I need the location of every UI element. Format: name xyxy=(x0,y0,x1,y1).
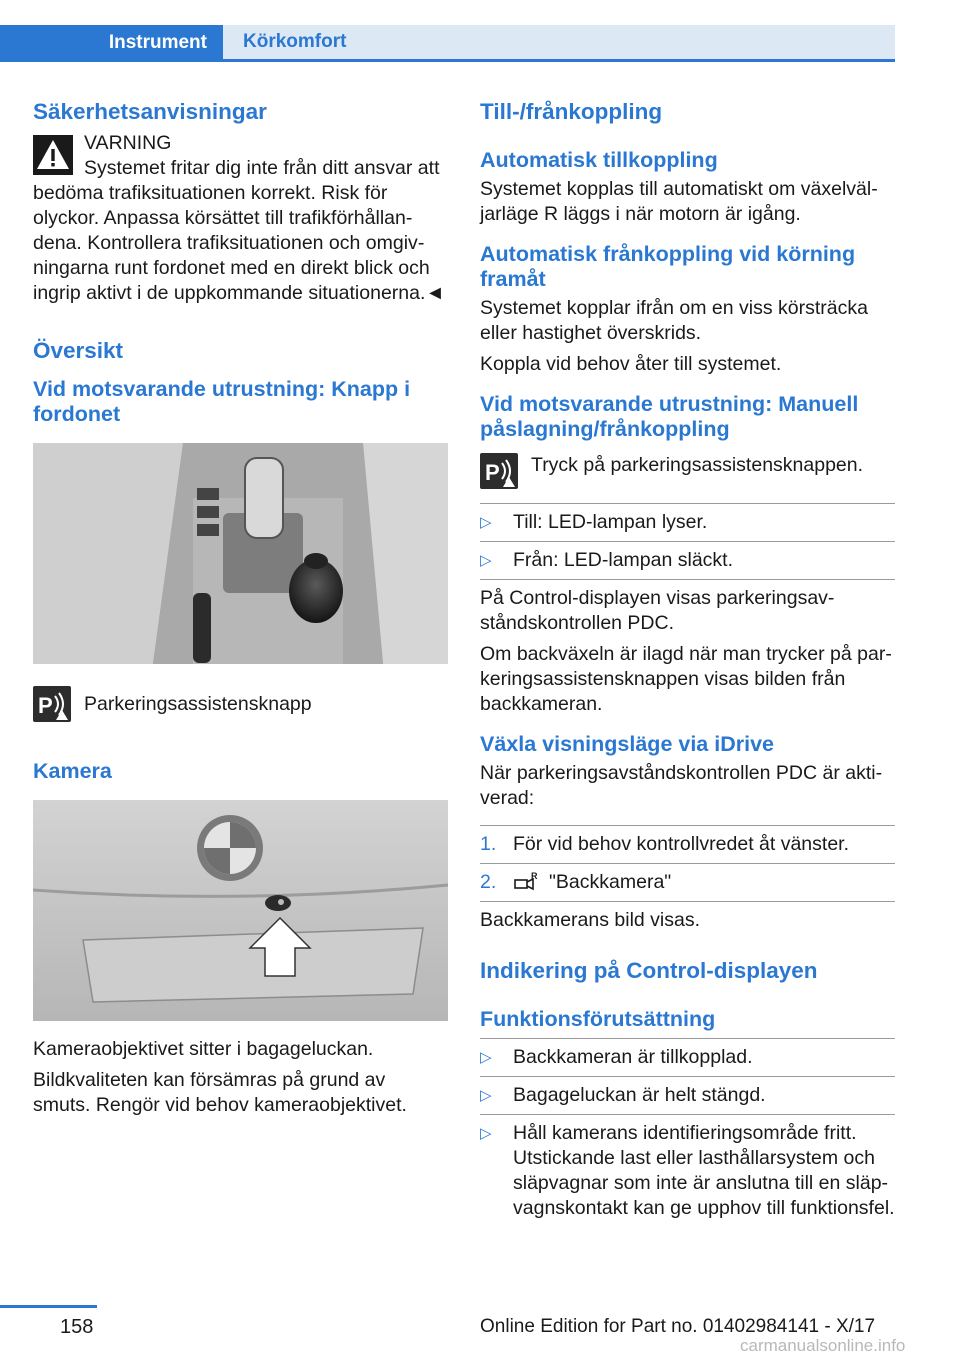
parking-button-label: Parkeringsassistensknapp xyxy=(84,692,312,715)
list-item xyxy=(480,510,895,535)
left-column xyxy=(33,98,448,1118)
step-number: 1. xyxy=(480,833,497,855)
camera-location-text: Kameraobjektivet sitter i bagageluckan. xyxy=(33,1038,374,1060)
center-console-illustration xyxy=(33,443,448,664)
svg-text:P: P xyxy=(38,693,53,718)
camera-quality-text: Bildkvaliteten kan försämras på grund av smuts. Rengör vid behov kameraobjektivet. xyxy=(33,1069,407,1116)
list-item-text: Till: LED-lampan lyser. xyxy=(513,511,708,533)
divider xyxy=(480,1038,895,1039)
divider xyxy=(480,1076,895,1077)
prereq-heading: Funktionsförutsättning xyxy=(480,1007,716,1031)
auto-off-heading: Automatisk frånkoppling vid körning framåt xyxy=(480,242,856,291)
auto-off-text-1: Systemet kopplar ifrån om en viss körsträcka eller hastighet överskrids. xyxy=(480,297,868,344)
divider xyxy=(480,503,895,504)
warning-block xyxy=(33,131,448,306)
header-rule xyxy=(0,59,895,62)
parking-assist-icon xyxy=(33,686,71,722)
bullet-marker: ▷ xyxy=(480,1125,492,1142)
idrive-heading: Växla visningsläge via iDrive xyxy=(480,732,774,756)
divider xyxy=(480,579,895,580)
warning-line-1: Systemet fritar dig inte från ditt ansvar att xyxy=(84,157,440,179)
camera-image-text: Backkamerans bild visas. xyxy=(480,909,701,931)
button-heading: Vid motsvarande utrustning: Knapp i fordonet xyxy=(33,377,411,426)
header-tabs xyxy=(0,0,895,62)
page-number: 158 xyxy=(60,1316,94,1338)
overview-heading: Översikt xyxy=(33,338,124,363)
bullet-marker: ▷ xyxy=(480,514,492,531)
list-item xyxy=(480,548,895,573)
divider xyxy=(480,1114,895,1115)
list-item-text: Bagageluckan är helt stängd. xyxy=(513,1084,766,1106)
rear-camera-image xyxy=(33,800,448,1021)
edition-text: Online Edition for Part no. 01402984141 - X/17 xyxy=(480,1316,876,1337)
manual-press-text: Tryck på parkeringsassistensknappen. xyxy=(531,454,864,476)
bullet-marker: ▷ xyxy=(480,552,492,569)
rear-camera-icon xyxy=(513,870,541,895)
divider xyxy=(480,825,895,826)
step-item xyxy=(480,870,895,895)
auto-on-text: Systemet kopplas till automatiskt om växelväljarläge R läggs i när motorn är igång. xyxy=(480,178,878,225)
manual-heading: Vid motsvarande utrustning: Manuell påslagning/frånkoppling xyxy=(480,392,859,441)
divider xyxy=(480,541,895,542)
list-item xyxy=(480,1121,895,1221)
step-item xyxy=(480,832,895,857)
bullet-marker: ▷ xyxy=(480,1087,492,1104)
footer-rule xyxy=(0,1305,97,1308)
auto-on-heading: Automatisk tillkoppling xyxy=(480,148,718,172)
reverse-text: Om backväxeln är ilagd när man trycker på parkeringsassistensknappen visas bilden från backkameran. xyxy=(480,643,892,715)
parking-assist-icon xyxy=(480,453,518,489)
list-item-text: Håll kamerans identifieringsområde fritt. Utstickande last eller lasthållarsystem och släpvagnar som inte är anslutna till en släpvagnskontakt kan ge upphov till funktionsfel. xyxy=(513,1122,895,1219)
right-column xyxy=(480,98,895,1221)
watermark: carmanualsonline.info xyxy=(740,1336,906,1355)
svg-text:P: P xyxy=(485,460,500,485)
step-text: "Backkamera" xyxy=(549,871,672,893)
list-item-text: Från: LED-lampan släckt. xyxy=(513,549,733,571)
divider xyxy=(480,863,895,864)
list-item xyxy=(480,1083,895,1108)
warning-triangle-icon xyxy=(33,135,73,175)
warning-text: bedöma trafiksituationen korrekt. Risk för olyckor. Anpassa körsättet till trafikförhållandena. Kontrollera trafiksituationen och omgivningarna runt fordonet med en direkt blick och ingrip aktivt i de uppkommande situationerna.◄ xyxy=(33,182,445,304)
indication-heading: Indikering på Control-displayen xyxy=(480,958,818,983)
onoff-heading: Till-/frånkoppling xyxy=(480,99,663,124)
parking-button-caption xyxy=(33,686,448,722)
svg-text:R: R xyxy=(531,871,538,881)
tailgate-illustration xyxy=(33,800,448,1021)
pdc-text: På Control-displayen visas parkeringsavståndskontrollen PDC. xyxy=(480,587,835,634)
safety-heading: Säkerhetsanvisningar xyxy=(33,99,267,124)
list-item xyxy=(480,1045,895,1070)
console-button-image xyxy=(33,443,448,664)
step-text: För vid behov kontrollvredet åt vänster. xyxy=(513,833,850,855)
warning-title: VARNING xyxy=(84,132,172,154)
bullet-marker: ▷ xyxy=(480,1049,492,1066)
camera-heading: Kamera xyxy=(33,759,112,783)
auto-off-text-2: Koppla vid behov åter till systemet. xyxy=(480,353,782,375)
divider xyxy=(480,901,895,902)
manual-press-row xyxy=(480,453,895,489)
list-item-text: Backkameran är tillkopplad. xyxy=(513,1046,753,1068)
tab-korkomfort[interactable]: Körkomfort xyxy=(223,25,895,59)
idrive-text: När parkeringsavståndskontrollen PDC är aktiverad: xyxy=(480,762,883,809)
tab-instrument[interactable]: Instrument xyxy=(0,25,223,61)
step-number: 2. xyxy=(480,871,497,893)
